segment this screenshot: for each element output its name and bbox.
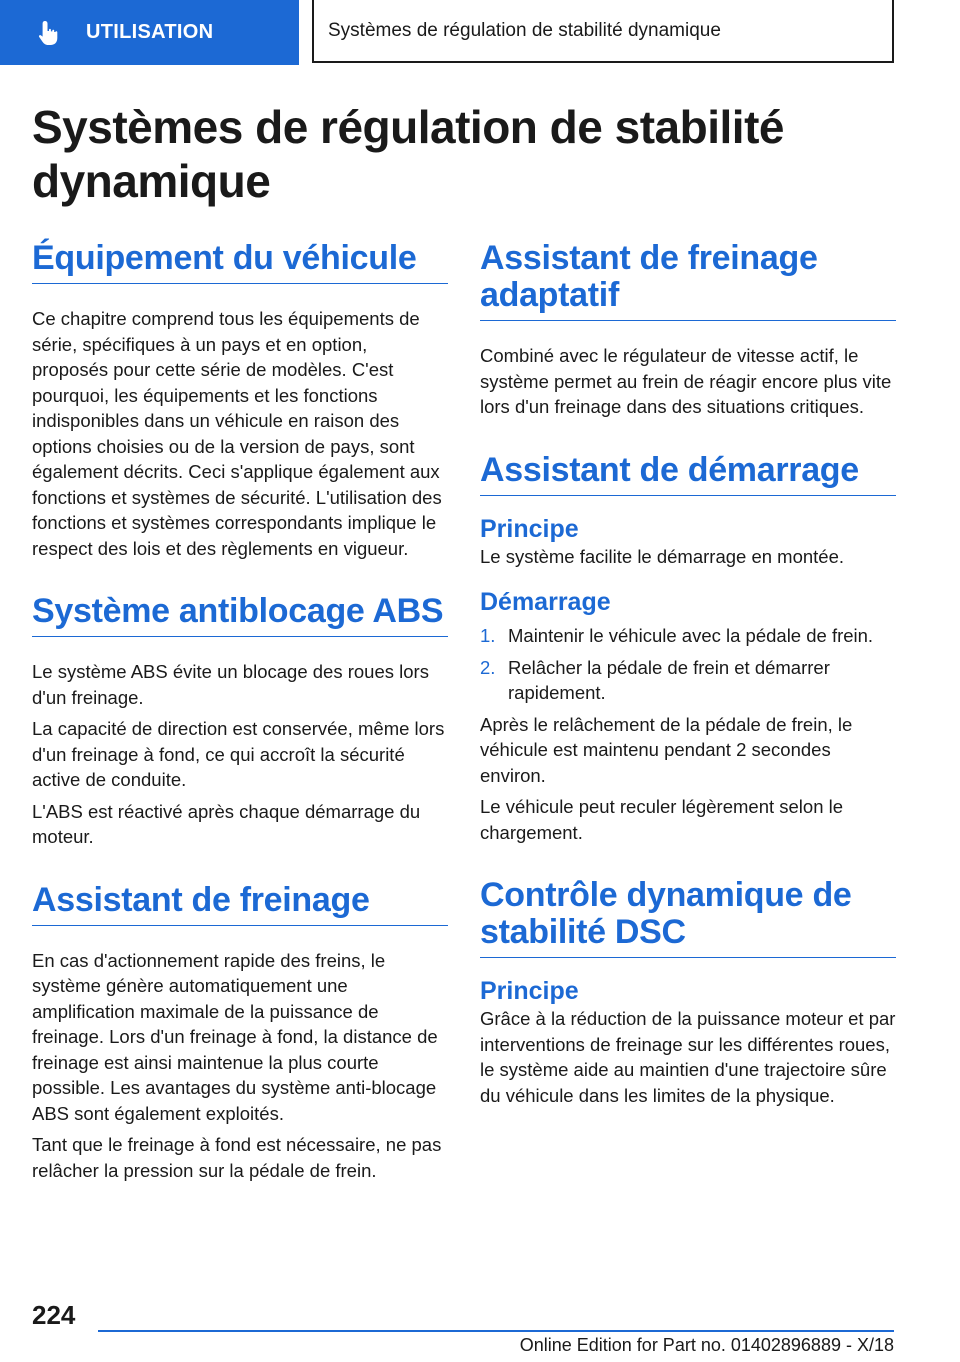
heading-abs: Système antiblocage ABS bbox=[32, 593, 448, 637]
right-column bbox=[480, 240, 896, 1108]
section-label: UTILISATION bbox=[86, 21, 214, 43]
section-tab[interactable] bbox=[0, 0, 299, 65]
paragraph-demarrage-2: Le véhicule peut reculer légèrement selon le chargement. bbox=[480, 796, 844, 843]
step-text: Relâcher la pédale de frein et démarrer rapidement. bbox=[508, 656, 830, 703]
paragraph-freinage-2: Tant que le freinage à fond est nécessaire, ne pas relâcher la pression sur la pédale de frein. bbox=[32, 1134, 442, 1181]
left-column bbox=[32, 240, 448, 1183]
paragraph-equipement: Ce chapitre comprend tous les équipements de série, spécifiques à un pays et en option, proposés pour cette série de modèles. C'est pourquoi, les équipements et les fonctions indisponibles dans un véhicule en raison des options choisies ou de la version de pays, sont également décrits. Ceci s'applique également aux fonctions et systèmes de sécurité. L'utilisation des fonctions et systèmes correspondants implique le respect des lois et des règlements en vigueur. bbox=[32, 308, 442, 559]
subheading-demarrage: Démarrage bbox=[480, 588, 611, 616]
paragraph-principe-dsc: Grâce à la réduction de la puissance moteur et par interventions de freinage sur les différentes roues, le système aide au maintien d'une trajectoire sûre du véhicule dans les limites de la physique. bbox=[480, 1008, 896, 1106]
list-item bbox=[480, 655, 896, 706]
chapter-label: Systèmes de régulation de stabilité dynamique bbox=[328, 19, 721, 41]
step-text: Maintenir le véhicule avec la pédale de frein. bbox=[508, 625, 874, 646]
paragraph-abs-1: Le système ABS évite un blocage des roues lors d'un freinage. bbox=[32, 661, 429, 708]
footer-divider bbox=[98, 1330, 894, 1332]
paragraph-adaptatif: Combiné avec le régulateur de vitesse actif, le système permet au frein de réagir encore plus vite lors d'un freinage dans des situations critiques. bbox=[480, 345, 892, 417]
page-title: Systèmes de régulation de stabilité dynamique bbox=[32, 101, 784, 207]
step-number: 1. bbox=[480, 625, 496, 646]
subheading-principe-dsc: Principe bbox=[480, 977, 579, 1005]
paragraph-demarrage-1: Après le relâchement de la pédale de frein, le véhicule est maintenu pendant 2 secondes environ. bbox=[480, 713, 853, 786]
chapter-tab[interactable] bbox=[312, 0, 894, 63]
heading-assistant-demarrage: Assistant de démarrage bbox=[480, 452, 896, 496]
steps-list bbox=[480, 623, 896, 706]
heading-dsc: Contrôle dynamique de stabilité DSC bbox=[480, 877, 896, 958]
heading-freinage-adaptatif: Assistant de freinage adaptatif bbox=[480, 240, 896, 321]
heading-equipement: Équipement du véhicule bbox=[32, 240, 448, 284]
paragraph-abs-2: La capacité de direction est conservée, même lors d'un freinage à fond, ce qui accroît la sécurité active de conduite. bbox=[32, 718, 445, 790]
hand-pointer-icon bbox=[34, 18, 64, 48]
step-number: 2. bbox=[480, 656, 496, 678]
paragraph-principe-demarrage: Le système facilite le démarrage en montée. bbox=[480, 545, 845, 567]
footer-edition: Online Edition for Part no. 01402896889 - X/18 bbox=[519, 1335, 894, 1355]
heading-assistant-freinage: Assistant de freinage bbox=[32, 882, 448, 926]
list-item bbox=[480, 623, 896, 649]
page-number: 224 bbox=[32, 1300, 76, 1330]
paragraph-abs-3: L'ABS est réactivé après chaque démarrage du moteur. bbox=[32, 800, 421, 847]
paragraph-freinage-1: En cas d'actionnement rapide des freins, le système génère automatiquement une amplification maximale de la puissance de freinage. Lors d'un freinage à fond, la distance de freinage est ainsi maintenue la plus courte possible. Les avantages du système anti-blocage ABS sont également exploités. bbox=[32, 949, 438, 1124]
subheading-principe-demarrage: Principe bbox=[480, 514, 579, 543]
